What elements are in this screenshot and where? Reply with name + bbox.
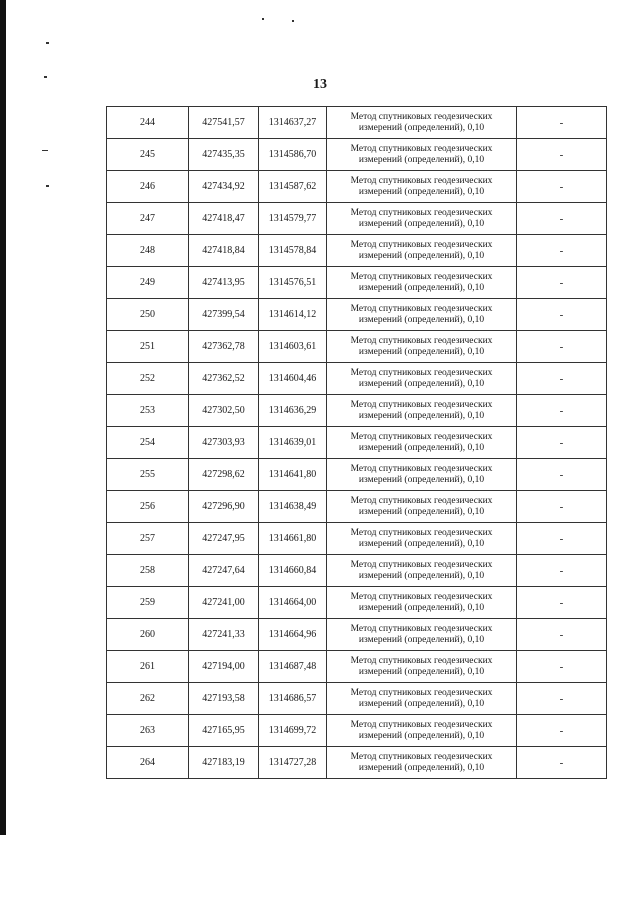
coord-y-cell: 1314586,70 — [259, 139, 327, 171]
coord-y-cell: 1314664,00 — [259, 587, 327, 619]
note-cell: - — [517, 491, 607, 523]
note-cell: - — [517, 683, 607, 715]
coord-x-cell: 427303,93 — [189, 427, 259, 459]
method-line-2: измерений (определений), 0,10 — [358, 122, 485, 133]
coord-x-cell: 427247,64 — [189, 555, 259, 587]
coord-y-cell: 1314686,57 — [259, 683, 327, 715]
method-cell — [327, 395, 517, 427]
coord-x-cell: 427183,19 — [189, 747, 259, 779]
table-row — [107, 619, 607, 651]
method-line-1: Метод спутниковых геодезических — [350, 495, 493, 506]
note-cell: - — [517, 747, 607, 779]
method-cell — [327, 683, 517, 715]
method-cell — [327, 299, 517, 331]
note-cell: - — [517, 459, 607, 491]
method-line-2: измерений (определений), 0,10 — [358, 474, 485, 485]
coord-x-cell: 427413,95 — [189, 267, 259, 299]
point-number-cell: 245 — [107, 139, 189, 171]
method-line-2: измерений (определений), 0,10 — [358, 314, 485, 325]
table-row — [107, 523, 607, 555]
note-cell: - — [517, 299, 607, 331]
coord-y-cell: 1314579,77 — [259, 203, 327, 235]
coord-x-cell: 427435,35 — [189, 139, 259, 171]
point-number-cell: 254 — [107, 427, 189, 459]
method-cell — [327, 587, 517, 619]
coord-x-cell: 427418,47 — [189, 203, 259, 235]
method-line-1: Метод спутниковых геодезических — [350, 303, 493, 314]
method-line-1: Метод спутниковых геодезических — [350, 623, 493, 634]
method-line-2: измерений (определений), 0,10 — [358, 506, 485, 517]
method-cell — [327, 203, 517, 235]
note-cell: - — [517, 171, 607, 203]
point-number-cell: 259 — [107, 587, 189, 619]
coord-y-cell: 1314637,27 — [259, 107, 327, 139]
table-row — [107, 683, 607, 715]
method-line-1: Метод спутниковых геодезических — [350, 143, 493, 154]
note-cell: - — [517, 651, 607, 683]
scan-speck — [46, 185, 49, 187]
coord-x-cell: 427298,62 — [189, 459, 259, 491]
point-number-cell: 248 — [107, 235, 189, 267]
note-cell: - — [517, 555, 607, 587]
point-number-cell: 252 — [107, 363, 189, 395]
point-number-cell: 247 — [107, 203, 189, 235]
method-line-1: Метод спутниковых геодезических — [350, 271, 493, 282]
note-cell: - — [517, 235, 607, 267]
coord-y-cell: 1314636,29 — [259, 395, 327, 427]
method-line-2: измерений (определений), 0,10 — [358, 442, 485, 453]
point-number-cell: 261 — [107, 651, 189, 683]
point-number-cell: 257 — [107, 523, 189, 555]
point-number-cell: 262 — [107, 683, 189, 715]
coord-y-cell: 1314603,61 — [259, 331, 327, 363]
method-line-2: измерений (определений), 0,10 — [358, 634, 485, 645]
method-line-1: Метод спутниковых геодезических — [350, 335, 493, 346]
table-row — [107, 267, 607, 299]
coord-x-cell: 427165,95 — [189, 715, 259, 747]
method-cell — [327, 555, 517, 587]
coord-x-cell: 427241,00 — [189, 587, 259, 619]
note-cell: - — [517, 587, 607, 619]
table-row — [107, 363, 607, 395]
point-number-cell: 260 — [107, 619, 189, 651]
method-cell — [327, 363, 517, 395]
method-line-1: Метод спутниковых геодезических — [350, 111, 493, 122]
coordinates-table-body — [107, 107, 607, 779]
point-number-cell: 263 — [107, 715, 189, 747]
method-cell — [327, 331, 517, 363]
scan-edge-shadow — [0, 0, 6, 835]
method-line-1: Метод спутниковых геодезических — [350, 207, 493, 218]
method-line-2: измерений (определений), 0,10 — [358, 186, 485, 197]
method-cell — [327, 491, 517, 523]
method-cell — [327, 651, 517, 683]
table-row — [107, 331, 607, 363]
coord-y-cell: 1314641,80 — [259, 459, 327, 491]
coord-x-cell: 427399,54 — [189, 299, 259, 331]
note-cell: - — [517, 715, 607, 747]
scan-speck — [292, 20, 294, 22]
note-cell: - — [517, 523, 607, 555]
table-row — [107, 555, 607, 587]
method-line-2: измерений (определений), 0,10 — [358, 378, 485, 389]
point-number-cell: 253 — [107, 395, 189, 427]
method-line-1: Метод спутниковых геодезических — [350, 719, 493, 730]
scan-speck — [262, 18, 264, 20]
point-number-cell: 246 — [107, 171, 189, 203]
coordinates-table — [106, 106, 607, 779]
point-number-cell: 249 — [107, 267, 189, 299]
method-cell — [327, 107, 517, 139]
point-number-cell: 244 — [107, 107, 189, 139]
table-row — [107, 235, 607, 267]
coord-y-cell: 1314660,84 — [259, 555, 327, 587]
coord-x-cell: 427193,58 — [189, 683, 259, 715]
method-cell — [327, 267, 517, 299]
method-line-1: Метод спутниковых геодезических — [350, 399, 493, 410]
method-line-1: Метод спутниковых геодезических — [350, 463, 493, 474]
point-number-cell: 251 — [107, 331, 189, 363]
method-line-2: измерений (определений), 0,10 — [358, 666, 485, 677]
method-line-1: Метод спутниковых геодезических — [350, 527, 493, 538]
table-row — [107, 139, 607, 171]
method-line-1: Метод спутниковых геодезических — [350, 367, 493, 378]
method-line-2: измерений (определений), 0,10 — [358, 698, 485, 709]
coord-x-cell: 427241,33 — [189, 619, 259, 651]
method-line-1: Метод спутниковых геодезических — [350, 687, 493, 698]
coord-x-cell: 427418,84 — [189, 235, 259, 267]
method-line-2: измерений (определений), 0,10 — [358, 346, 485, 357]
table-row — [107, 747, 607, 779]
note-cell: - — [517, 427, 607, 459]
coord-y-cell: 1314576,51 — [259, 267, 327, 299]
note-cell: - — [517, 139, 607, 171]
method-cell — [327, 171, 517, 203]
method-line-1: Метод спутниковых геодезических — [350, 239, 493, 250]
method-line-2: измерений (определений), 0,10 — [358, 250, 485, 261]
coord-y-cell: 1314661,80 — [259, 523, 327, 555]
point-number-cell: 250 — [107, 299, 189, 331]
method-cell — [327, 747, 517, 779]
table-row — [107, 651, 607, 683]
point-number-cell: 264 — [107, 747, 189, 779]
method-line-2: измерений (определений), 0,10 — [358, 154, 485, 165]
method-line-1: Метод спутниковых геодезических — [350, 591, 493, 602]
coord-x-cell: 427194,00 — [189, 651, 259, 683]
note-cell: - — [517, 395, 607, 427]
coord-x-cell: 427296,90 — [189, 491, 259, 523]
method-cell — [327, 235, 517, 267]
coord-x-cell: 427302,50 — [189, 395, 259, 427]
coord-x-cell: 427362,52 — [189, 363, 259, 395]
coord-y-cell: 1314578,84 — [259, 235, 327, 267]
method-line-1: Метод спутниковых геодезических — [350, 431, 493, 442]
coord-y-cell: 1314614,12 — [259, 299, 327, 331]
point-number-cell: 258 — [107, 555, 189, 587]
table-row — [107, 715, 607, 747]
method-line-2: измерений (определений), 0,10 — [358, 762, 485, 773]
coord-x-cell: 427434,92 — [189, 171, 259, 203]
method-line-2: измерений (определений), 0,10 — [358, 410, 485, 421]
page-number: 13 — [313, 77, 327, 92]
note-cell: - — [517, 267, 607, 299]
method-line-2: измерений (определений), 0,10 — [358, 282, 485, 293]
note-cell: - — [517, 363, 607, 395]
method-line-1: Метод спутниковых геодезических — [350, 751, 493, 762]
coord-y-cell: 1314727,28 — [259, 747, 327, 779]
table-row — [107, 459, 607, 491]
method-cell — [327, 523, 517, 555]
coord-y-cell: 1314664,96 — [259, 619, 327, 651]
method-cell — [327, 139, 517, 171]
note-cell: - — [517, 107, 607, 139]
note-cell: - — [517, 331, 607, 363]
table-row — [107, 587, 607, 619]
method-line-1: Метод спутниковых геодезических — [350, 559, 493, 570]
method-line-2: измерений (определений), 0,10 — [358, 218, 485, 229]
table-row — [107, 299, 607, 331]
coord-x-cell: 427247,95 — [189, 523, 259, 555]
scan-speck — [42, 150, 48, 151]
method-line-2: измерений (определений), 0,10 — [358, 570, 485, 581]
coord-y-cell: 1314639,01 — [259, 427, 327, 459]
coord-x-cell: 427362,78 — [189, 331, 259, 363]
method-line-2: измерений (определений), 0,10 — [358, 538, 485, 549]
table-row — [107, 171, 607, 203]
table-row — [107, 427, 607, 459]
coord-y-cell: 1314687,48 — [259, 651, 327, 683]
coord-y-cell: 1314699,72 — [259, 715, 327, 747]
method-cell — [327, 427, 517, 459]
coord-x-cell: 427541,57 — [189, 107, 259, 139]
note-cell: - — [517, 203, 607, 235]
coord-y-cell: 1314587,62 — [259, 171, 327, 203]
method-cell — [327, 619, 517, 651]
coord-y-cell: 1314604,46 — [259, 363, 327, 395]
table-row — [107, 491, 607, 523]
method-cell — [327, 459, 517, 491]
method-line-1: Метод спутниковых геодезических — [350, 175, 493, 186]
scan-speck — [46, 42, 49, 44]
coord-y-cell: 1314638,49 — [259, 491, 327, 523]
method-line-2: измерений (определений), 0,10 — [358, 602, 485, 613]
table-row — [107, 107, 607, 139]
table-row — [107, 203, 607, 235]
method-line-1: Метод спутниковых геодезических — [350, 655, 493, 666]
point-number-cell: 256 — [107, 491, 189, 523]
note-cell: - — [517, 619, 607, 651]
point-number-cell: 255 — [107, 459, 189, 491]
method-line-2: измерений (определений), 0,10 — [358, 730, 485, 741]
method-cell — [327, 715, 517, 747]
table-row — [107, 395, 607, 427]
